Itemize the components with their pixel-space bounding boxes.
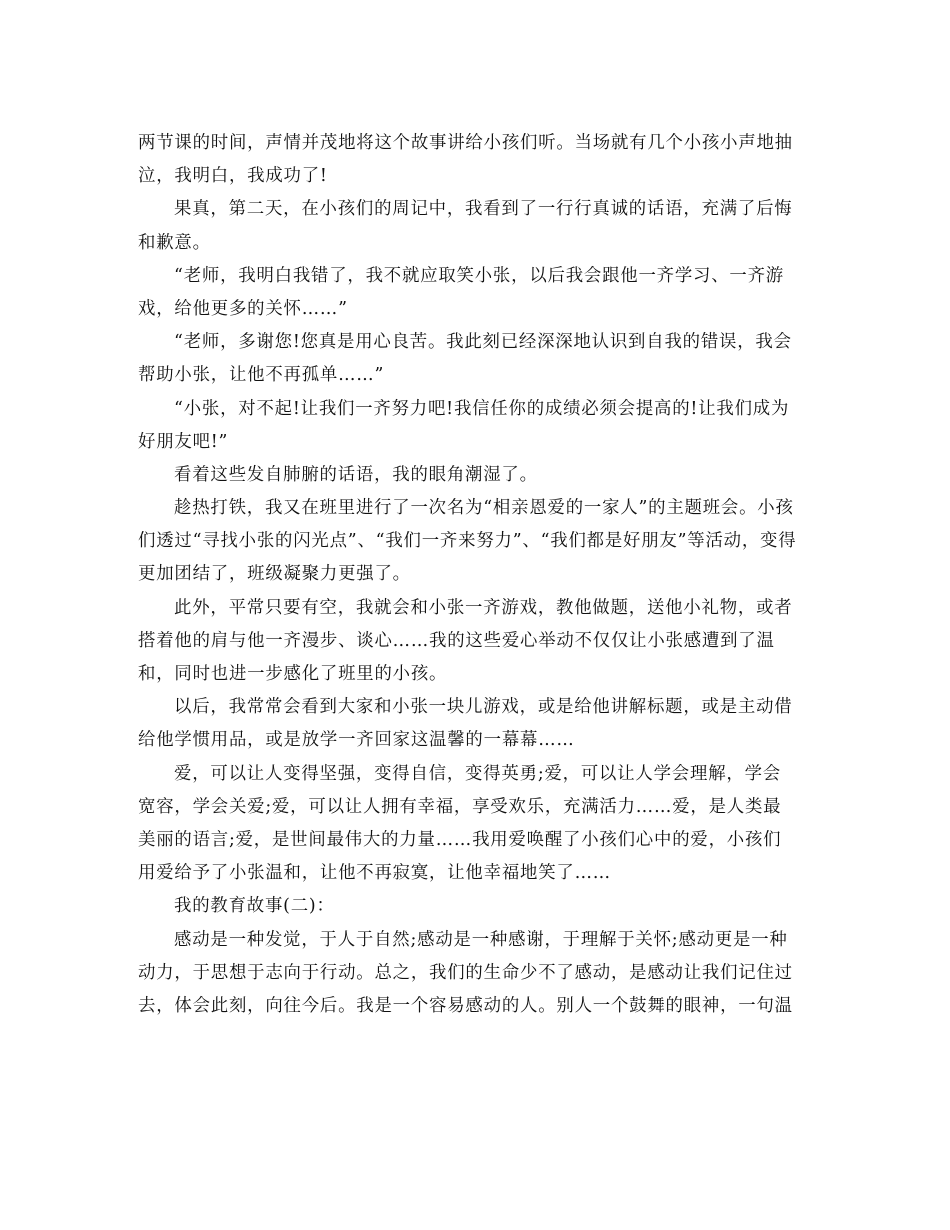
text-line: 戏，给他更多的关怀……” [138,298,348,319]
text-line: 爱，可以让人变得坚强，变得自信，变得英勇;爱，可以让人学会理解，学会 [174,763,781,784]
paragraph-moved [138,459,810,492]
text-line: “小张，对不起!让我们一齐努力吧!我信任你的成绩必须会提高的!让我们成为 [174,398,790,419]
text-line: 们透过“寻找小张的闪光点”、“我们一齐来努力”、“我们都是好朋友”等活动，变得 [138,531,797,552]
text-line: 去，体会此刻，向往今后。我是一个容易感动的人。别人一个鼓舞的眼神，一句温 [138,995,793,1016]
paragraph-games-with-zhang [138,592,810,692]
text-line: 给他学惯用品，或是放学一齐回家这温馨的一幕幕…… [138,730,575,751]
text-line: “老师，多谢您!您真是用心良苦。我此刻已经深深地认识到自我的错误，我会 [174,332,792,353]
text-line: 美丽的语言;爱，是世间最伟大的力量……我用爱唤醒了小孩们心中的爱，小孩们 [138,829,782,850]
paragraph-weekly-journal [138,193,810,259]
text-line: 泣，我明白，我成功了! [138,166,328,187]
paragraph-afterwards [138,691,810,757]
text-line: 更加团结了，班级凝聚力更强了。 [138,564,411,585]
text-line: 两节课的时间，声情并茂地将这个故事讲给小孩们听。当场就有几个小孩小声地抽 [138,133,793,153]
text-line: 好朋友吧!” [138,431,229,452]
text-line: 看着这些发自肺腑的话语，我的眼角潮湿了。 [174,464,538,485]
section-title: 我的教育故事(二)： [174,896,335,917]
text-line: 果真，第二天，在小孩们的周记中，我看到了一行行真诚的话语，充满了后悔 [174,199,793,220]
paragraph-quote-1 [138,260,810,326]
paragraph-quote-2 [138,326,810,392]
text-line: 趁热打铁，我又在班里进行了一次名为“相亲恩爱的一家人”的主题班会。小孩 [174,498,794,519]
text-line: 帮助小张，让他不再孤单……” [138,365,385,386]
paragraph-quote-3 [138,393,810,459]
document-body [138,127,810,1023]
text-line: “老师，我明白我错了，我不就应取笑小张，以后我会跟他一齐学习、一齐游 [174,265,784,286]
text-line: 用爱给予了小张温和，让他不再寂寞，让他幸福地笑了…… [138,863,611,884]
paragraph-story-told [138,127,810,193]
text-line: 以后，我常常会看到大家和小张一块儿游戏，或是给他讲解标题，或是主动借 [174,697,793,718]
text-line: 动力，于思想于志向于行动。总之，我们的生命少不了感动，是感动让我们记住过 [138,962,793,983]
text-line: 此外，平常只要有空，我就会和小张一齐游戏，教他做题，送他小礼物，或者 [174,597,793,618]
text-line: 搭着他的肩与他一齐漫步、谈心……我的这些爱心举动不仅仅让小张感遭到了温 [138,630,775,651]
text-line: 和，同时也进一步感化了班里的小孩。 [138,664,448,684]
text-line: 和歉意。 [138,232,211,253]
text-line: 感动是一种发觉，于人于自然;感动是一种感谢，于理解于关怀;感动更是一种 [174,929,788,950]
paragraph-love [138,758,810,891]
text-line: 宽容，学会关爱;爱，可以让人拥有幸福，享受欢乐，充满活力……爱，是人类最 [138,796,782,817]
section-heading [138,890,810,923]
paragraph-touched [138,924,810,1024]
paragraph-class-meeting [138,492,810,592]
